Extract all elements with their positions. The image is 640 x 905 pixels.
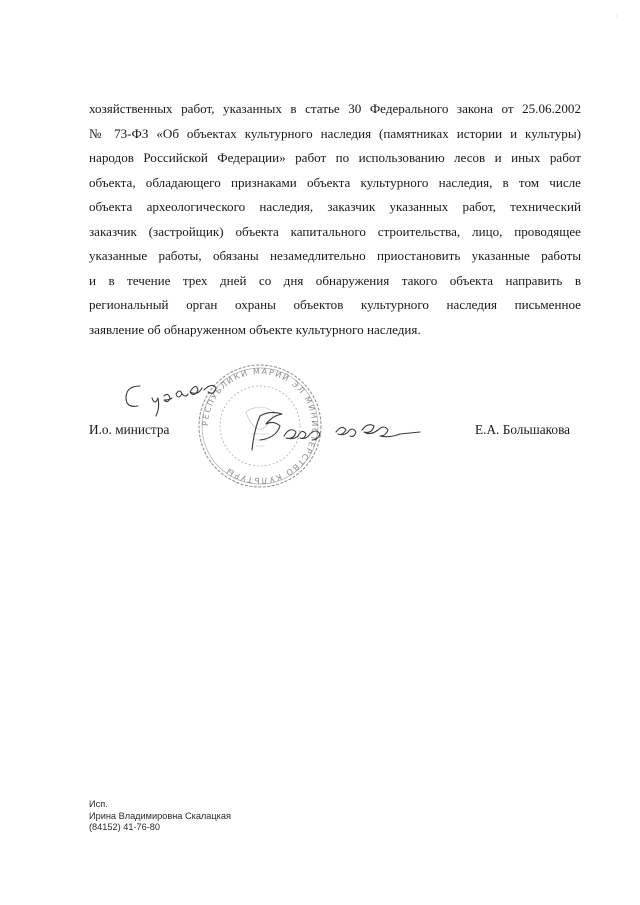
body-line: объекта археологического наследия, заказчик указанных работ, технический [89, 199, 581, 214]
letter-body [89, 97, 581, 342]
signatory-title: И.о. министра [89, 422, 170, 437]
body-line: заявление об обнаруженном объекте культурного наследия. [89, 321, 421, 337]
body-line: заказчик (застройщик) объекта капитального строительства, лицо, проводящее [89, 223, 581, 239]
scan-mark: · [615, 12, 618, 21]
body-line: № 73-ФЗ «Об объектах культурного наследия (памятниках истории и культуры) [89, 125, 581, 141]
executor-label: Исп. [89, 799, 108, 809]
body-line: региональный орган охраны объектов культурного наследия письменное [89, 297, 581, 312]
body-line: народов Российской Федерации» работ по использованию лесов и иных работ [89, 150, 581, 165]
signatory-name: Е.А. Большакова [475, 422, 571, 437]
body-line: хозяйственных работ, указанных в статье 30 Федерального закона от 25.06.2002 [89, 101, 581, 116]
stamp-text: РЕСПУБЛИКИ МАРИЙ ЭЛ МИНИСТЕРСТВО КУЛЬТУРЫ [200, 366, 320, 486]
handwritten-signature [118, 372, 448, 452]
body-line: и в течение трех дней со дня обнаружения такого объекта направить в [89, 272, 581, 288]
executor-block [89, 799, 231, 834]
executor-phone: (84152) 41-76-80 [89, 822, 160, 832]
body-line: указанные работы, обязаны незамедлительно приостановить указанные работы [89, 248, 581, 263]
executor-person: Ирина Владимировна Скалацкая [89, 810, 231, 821]
body-line: объекта, обладающего признаками объекта культурного наследия, в том числе [89, 174, 581, 190]
